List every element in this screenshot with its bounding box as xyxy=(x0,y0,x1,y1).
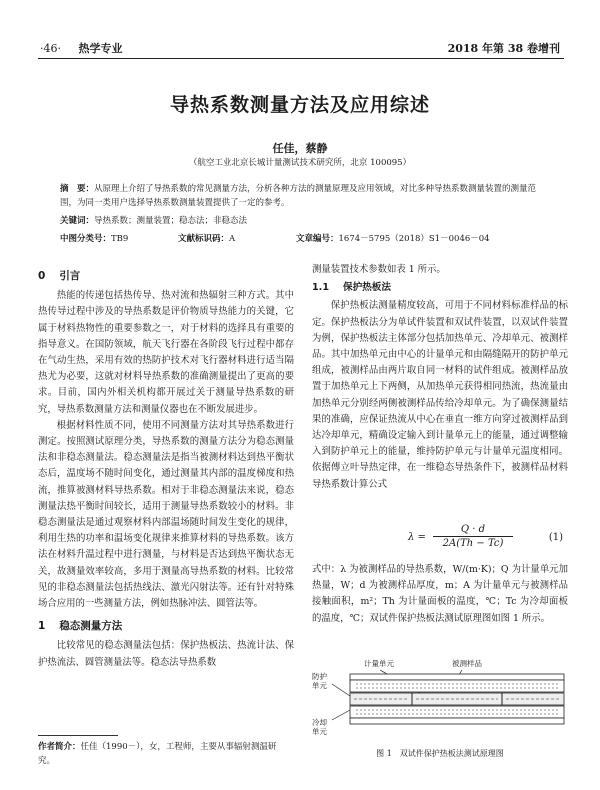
journal-issue: 2018 年第 38 卷增刊 xyxy=(447,42,560,55)
label-metering-unit: 计量单元 xyxy=(364,659,394,668)
journal-section: 热学专业 xyxy=(78,42,123,55)
section-number: 1 xyxy=(38,620,46,633)
abstract xyxy=(60,182,540,210)
leader-line xyxy=(332,710,350,720)
subsection-heading xyxy=(312,280,568,296)
paragraph: 保护热板法测量精度较高，可用于不同材料标准样品的标定。保护热板法分为单试件装置和双试件装置，以双试件装置为例，保护热板法主体部分包括加热单元、冷却单元、被测样品。其中加热单元由中心的计量单元和由隔缝隔开的防护单元组成，被测样品由两片取自同一材料的试件组成。被测样品放置于加热单元上下两侧，从加热单元获得相同热流，热流量由加热单元分别经两侧被测样品传给冷却单元。为了确保测量结果的准确，应保证热流从中心在垂直一维方向穿过被测样品到达冷却单元，精确设定输入到计量单元上的能量，通过调整输入到防护单元上的能量，维持防护单元与计量单元温度相同。依据傅立叶导热定律，在一维稳态导热条件下，被测样品材料导热系数计算公式 xyxy=(312,300,568,490)
equation-1 xyxy=(313,524,563,554)
article-number xyxy=(296,232,490,244)
clc-value: TB9 xyxy=(111,234,129,244)
right-column xyxy=(312,262,568,493)
leader-line xyxy=(332,684,350,696)
left-column xyxy=(38,262,294,671)
doc-code-value: A xyxy=(229,234,236,244)
abstract-label: 摘 要： xyxy=(60,184,95,194)
footnote-label: 作者简介： xyxy=(38,742,81,752)
document-code xyxy=(178,232,235,244)
label-cooling-unit: 冷却单元 xyxy=(312,718,327,736)
section-title: 引言 xyxy=(59,270,81,282)
abstract-text: 从原理上介绍了导热系数的常见测量方法，分析各种方法的测量原理及应用领域，对比多种导热系数测量装置的测量范围，为同一类用户选择导热系数测量装置提供了一定的参考。 xyxy=(60,184,537,208)
subsection-number: 1.1 xyxy=(312,282,329,294)
cooling-plate-top xyxy=(350,674,564,680)
paragraph: 测量装置技术参数如表 1 所示。 xyxy=(312,264,446,275)
keywords-label: 关键词： xyxy=(60,216,95,226)
equation-numerator: Q · d xyxy=(433,524,513,537)
keywords-text: 导热系数；测量装置；稳态法；非稳态法 xyxy=(94,216,248,226)
equation-denominator: 2A(Th − Tc) xyxy=(442,538,504,549)
guarded-hot-plate-diagram xyxy=(312,662,568,738)
subsection-title: 保护热板法 xyxy=(343,282,391,294)
equation-lhs: λ = xyxy=(408,532,426,543)
author-affiliation: （航空工业北京长城计量测试技术研究所，北京 100095） xyxy=(188,158,412,168)
section-heading xyxy=(38,268,294,284)
paragraph: 式中：λ 为被测样品的导热系数，W/(m·K)；Q 为计量单元加热量，W；d 为被测样品厚度，m；A 为计量单元与被测样品接触面积，m²；Th 为计量面板的温度，℃；Tc 为冷却面板的温度，℃；双试件保护热板法测试原理图如图 1 所示。 xyxy=(312,564,568,624)
section-heading xyxy=(38,618,294,634)
sample-bottom xyxy=(350,706,564,718)
article-no-value: 1674－5795（2018）S1－0046－04 xyxy=(338,234,490,244)
header-rule xyxy=(38,58,564,59)
sample-top xyxy=(350,680,564,692)
article-title: 导热系数测量方法及应用综述 xyxy=(169,94,430,116)
article-no-label: 文章编号： xyxy=(296,234,339,244)
author-footnote xyxy=(38,740,293,768)
page-number: ·46· xyxy=(40,42,61,55)
equation-number: (1) xyxy=(548,532,563,543)
section-number: 0 xyxy=(38,270,46,282)
figure-caption: 图 1 双试件保护热板法测试原理图 xyxy=(376,749,504,758)
label-sample: 被测样品 xyxy=(452,659,482,668)
clc-number xyxy=(60,232,128,244)
equation-fraction xyxy=(433,524,513,549)
footnote-rule xyxy=(38,735,118,736)
keywords xyxy=(60,214,540,228)
doc-code-label: 文献标识码： xyxy=(178,234,230,244)
section-title: 稳态测量方法 xyxy=(59,620,123,633)
article-authors: 任佳，蔡静 xyxy=(272,142,328,155)
clc-label: 中图分类号： xyxy=(60,234,112,244)
paragraph: 热能的传递包括热传导、热对流和热辐射三种方式。其中热传导过程中涉及的导热系数是评价物质导热能力的关键，它属于材料热物性的重要参数之一，对于材料的选择具有重要的指导意义。在国防领域，航天飞行器在各阶段飞行过程中都存在气动生热，采用有效的热防护技术对飞行器材料进行适当隔热尤为必要，这就对材料导热系数的准确测量提出了更高的要求。目前，国内外相关机构都开展过关于测量导热系数的研究，导热系数测量方法和测量仪器也在不断发展进步。 xyxy=(38,290,294,415)
running-header-left xyxy=(40,40,123,56)
paragraph: 根据材料性质不同，使用不同测量方法对其导热系数进行测定。按照测试原理分类，导热系数的测量方法分为稳态测量法和非稳态测量法。稳态测量法是指当被测材料达到热平衡状态后，温度场不随时间变化，通过测量其内部的温度梯度和热流，推算被测材料导热系数。相对于非稳态测量法来说，稳态测量法热平衡时间较长，适用于测量导热系数较小的材料。非稳态测量法是通过观察材料内部温场随时间发生变化的规律，利用生热的功率和温场变化规律来推算材料的导热系数。该方法在材料升温过程中进行测量，与材料是否达到热平衡状态无关，故测量效率较高，多用于测量高导热系数的材料。比较常见的非稳态测量法包括热线法、激光闪射法等。还有针对特殊场合应用的一些测量方法，例如热脉冲法、圆管法等。 xyxy=(38,419,294,610)
label-guard-unit: 防护单元 xyxy=(312,672,327,690)
cooling-plate-bottom xyxy=(350,718,564,724)
footnote-text: 任佳（1990－），女，工程师，主要从事辐射测温研究。 xyxy=(38,742,277,766)
figure-1 xyxy=(312,659,568,738)
paragraph: 比较常见的稳态测量法包括：保护热板法、热流计法、保护热流法、圆管测量法等。稳态法导热系数 xyxy=(38,640,294,668)
right-column-lower xyxy=(312,562,568,627)
